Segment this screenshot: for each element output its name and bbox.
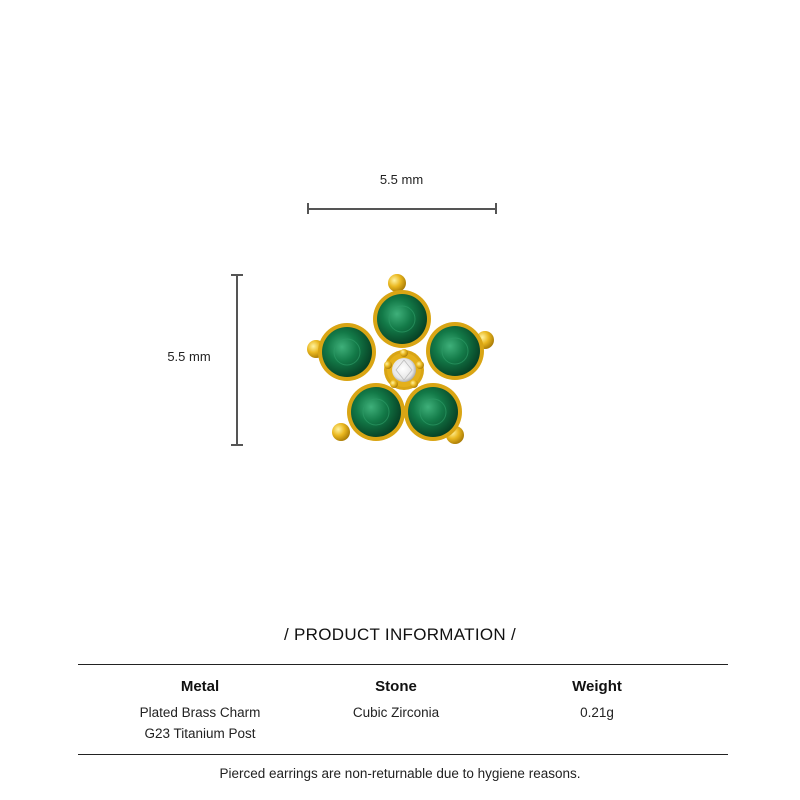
top-divider [78,664,728,665]
stone-column [306,678,486,723]
bottom-divider [78,754,728,755]
metal-line-1: Plated Brass Charm [139,705,261,720]
metal-title: Metal [180,678,220,695]
return-policy-note: Pierced earrings are non-returnable due to hygiene reasons. [219,766,581,781]
width-dimension-label: 5.5 mm [379,172,424,187]
metal-column [110,678,290,744]
height-dimension-label: 5.5 mm [167,349,211,364]
weight-line-1: 0.21g [580,705,614,720]
weight-title: Weight [572,678,622,695]
product-info-heading: / PRODUCT INFORMATION / [284,625,516,644]
stone-title: Stone [375,678,417,695]
weight-column [507,678,687,723]
stone-line-1: Cubic Zirconia [352,705,440,720]
metal-line-2: G23 Titanium Post [144,726,256,741]
